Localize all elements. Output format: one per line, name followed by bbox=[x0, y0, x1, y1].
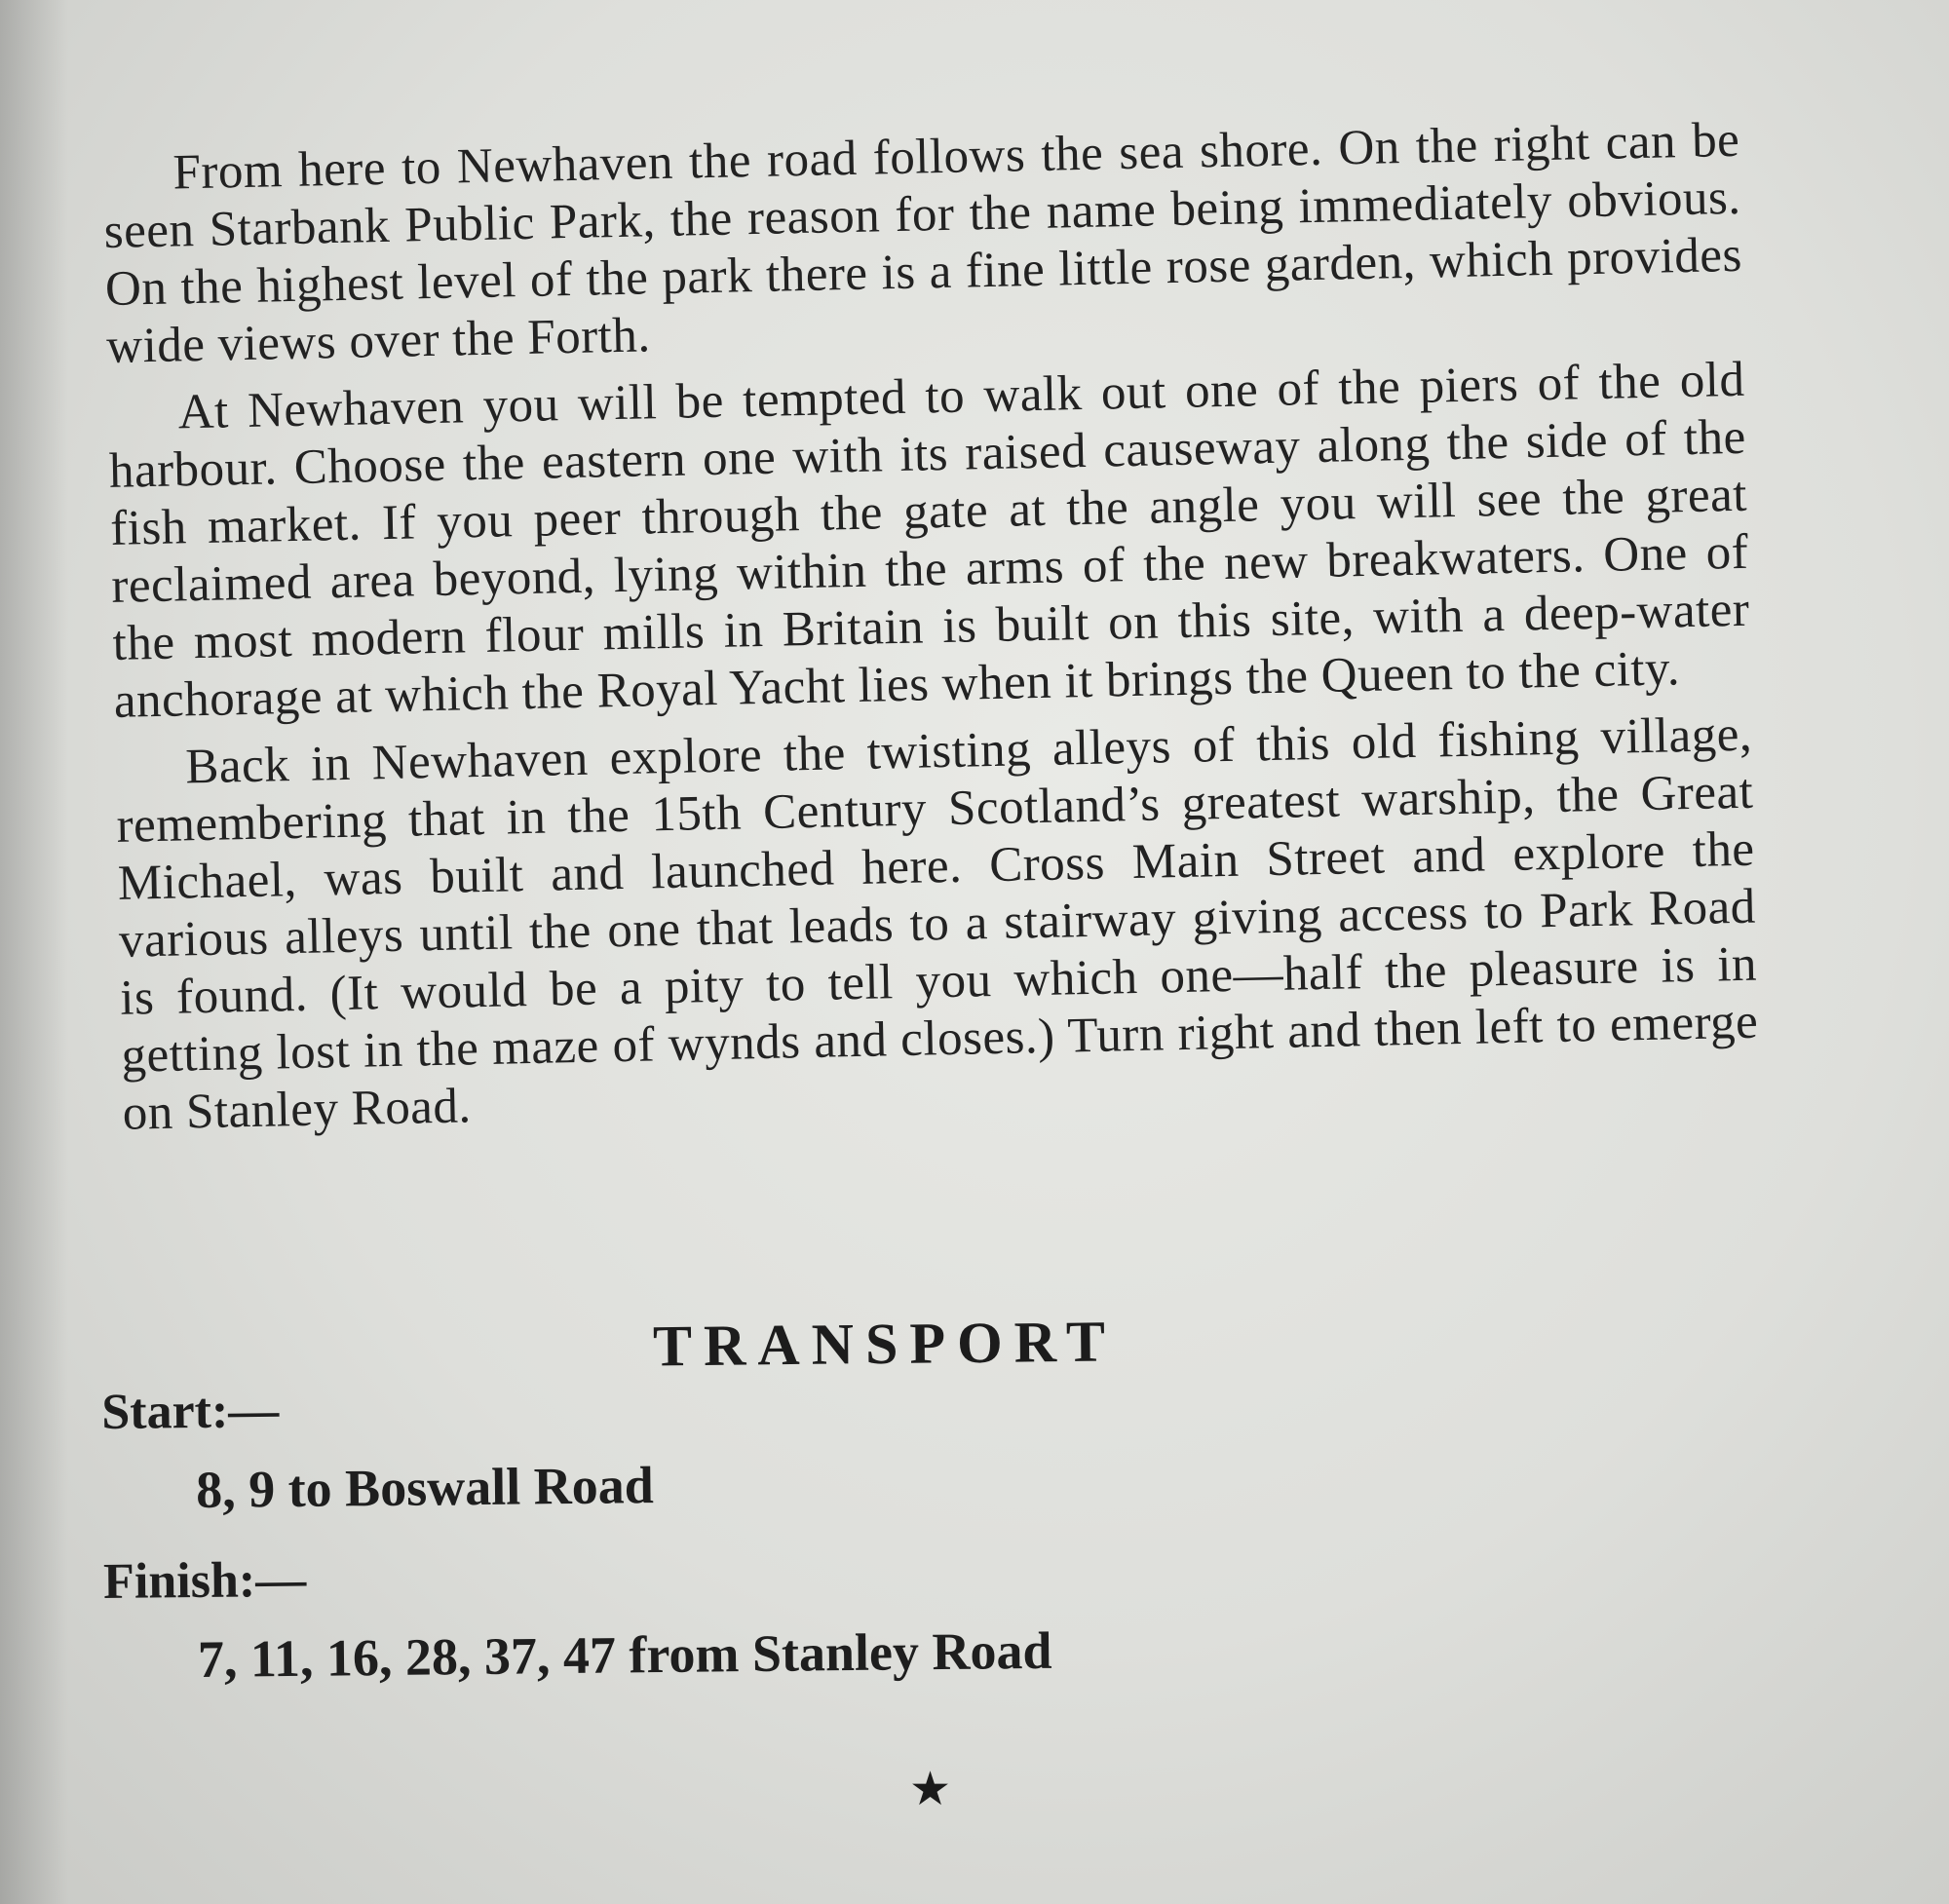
gutter-shadow bbox=[0, 0, 68, 1904]
star-ornament-icon: ★ bbox=[909, 1762, 952, 1816]
finish-label: Finish:— bbox=[102, 1551, 307, 1610]
paragraph-newhaven-alleys: Back in Newhaven explore the twisting alleys of this old fishing village, remembering that in the 15th Century Scotland’s greatest warship, the Great Michael, was built and launched here. Cross Main Street and explore the various alleys until the one that leads to a stairway giving access to Park Road is found. (It would be a pity to tell you which one—half the pleasure is in getting lost in the maze of wynds and closes.) Turn right and then left to emerge on Stanley Road. bbox=[116, 706, 1759, 1141]
finish-route: 7, 11, 16, 28, 37, 47 from Stanley Road bbox=[197, 1620, 1052, 1689]
start-label: Start:— bbox=[101, 1383, 280, 1440]
body-text bbox=[102, 112, 1760, 1143]
transport-heading: TRANSPORT bbox=[652, 1309, 1118, 1379]
transport-section bbox=[101, 1370, 1372, 1723]
paragraph-starbank: From here to Newhaven the road follows the sea shore. On the right can be seen Starbank Public Park, the reason for the name being immediately obvious. On the highest level of the park there is a fine little rose garden, which provides wide views over the Forth. bbox=[103, 112, 1743, 374]
start-route: 8, 9 to Boswall Road bbox=[195, 1456, 654, 1519]
paragraph-newhaven-harbour: At Newhaven you will be tempted to walk out one of the piers of the old harbour. Choose the eastern one with its raised causeway along the side of the fish market. If you peer through the gate at the angle you will see the great reclaimed area beyond, lying within the arms of the new breakwaters. One of the most modern flour mills in Britain is built on this site, with a deep-water anchorage at which the Royal Yacht lies when it brings the Queen to the city. bbox=[108, 352, 1750, 729]
